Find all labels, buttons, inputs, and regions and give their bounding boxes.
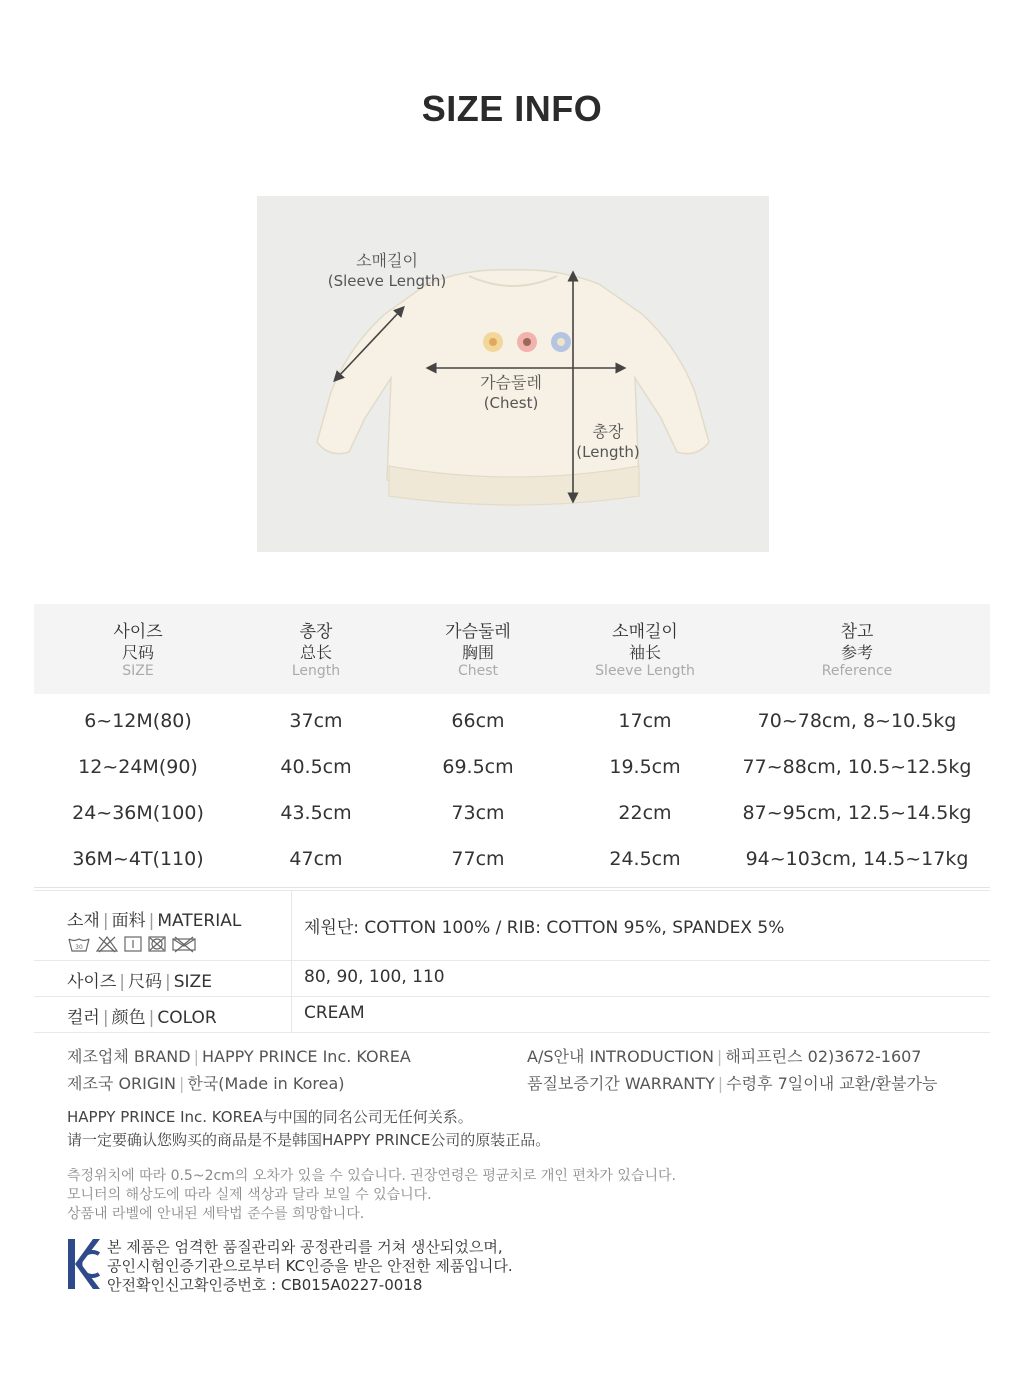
dry-icon [123,935,143,953]
chinese-notice: HAPPY PRINCE Inc. KOREA与中国的同名公司无任何关系。 请一定要确认您购买的商品是不是韩国HAPPY PRINCE公司的原装正品。 [67,1108,551,1149]
kc-certification-text: 본 제품은 엄격한 품질관리와 공정관리를 거쳐 생산되었으며, 공인시험인증기관으로부터 KC인증을 받은 안전한 제품입니다. 안전확인신고확인증번호 : CB015A0227-0018 [107,1238,513,1294]
measurement-notes: 측정위치에 따라 0.5~2cm의 오차가 있을 수 있습니다. 권장연령은 평균치로 개인 편차가 있습니다. 모니터의 해상도에 따라 실제 색상과 달라 보일 수 있습니다. 상품내 라벨에 안내된 세탁법 준수를 희망합니다. [67,1168,676,1222]
table-row: 12~24M(90) 40.5cm 69.5cm 19.5cm 77~88cm, 10.5~12.5kg [78,756,972,778]
size-row: 사이즈 | 尺码 | SIZE 80, 90, 100, 110 [34,961,990,997]
no-dry-clean-icon [171,935,197,953]
size-table-header [34,604,990,694]
kc-mark-icon [67,1238,101,1294]
color-row: 컬러 | 颜色 | COLOR CREAM [34,997,990,1033]
service-info: A/S안내 INTRODUCTION | 해피프린스 02)3672-1607 품질보증기간 WARRANTY | 수령후 7일이내 교환/환불가능 [527,1047,938,1093]
care-icons [67,935,291,953]
maker-info: 제조업체 BRAND | HAPPY PRINCE Inc. KOREA 제조국 ORIGIN | 한국(Made in Korea) [67,1047,411,1093]
header-sleeve-length: 소매길이 袖长 Sleeve Length [595,622,695,679]
color-value: CREAM [304,1003,365,1023]
table-row: 36M~4T(110) 47cm 77cm 24.5cm 94~103cm, 14.5~17kg [72,848,969,870]
header-chest: 가슴둘레 胸围 Chest [445,622,511,679]
header-size: 사이즈 尺码 SIZE [113,622,163,679]
no-bleach-icon [95,935,119,953]
header-length: 총장 总长 Length [291,622,341,679]
svg-text:30: 30 [75,944,83,951]
page-title: SIZE INFO [421,88,603,129]
product-info-table [34,890,990,1033]
divider [34,887,990,888]
sleeve-length-label: 소매길이 (Sleeve Length) [327,251,447,290]
material-row: 소재 | 面料 | MATERIAL 30 제원단: COTTON 100% / RIB: COTTON 95%, SPANDEX 5% [34,891,990,961]
length-label: 총장 (Length) [576,422,640,461]
size-value: 80, 90, 100, 110 [304,967,445,987]
product-measurement-image [257,196,769,552]
table-row: 6~12M(80) 37cm 66cm 17cm 70~78cm, 8~10.5kg [84,710,957,732]
no-tumble-dry-icon [147,935,167,953]
header-reference: 참고 参考 Reference [821,622,893,679]
size-table [34,604,990,888]
chest-label: 가슴둘레 (Chest) [480,373,542,412]
material-value: 제원단: COTTON 100% / RIB: COTTON 95%, SPANDEX 5% [304,918,785,938]
table-row: 24~36M(100) 43.5cm 73cm 22cm 87~95cm, 12.5~14.5kg [72,802,972,824]
wash-30-icon [67,935,91,953]
flower-embroidery [483,332,571,352]
